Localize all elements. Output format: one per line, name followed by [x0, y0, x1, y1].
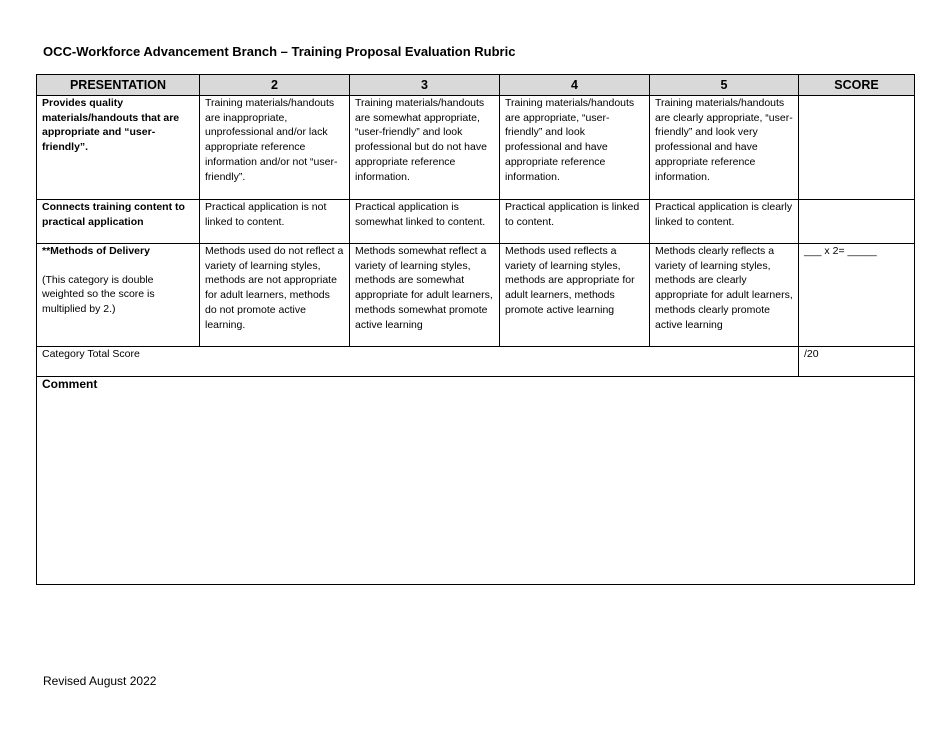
level-2-cell: Methods used do not reflect a variety of learning styles, methods are not appropriate for adult learners, methods do not promote active learning.: [200, 244, 350, 347]
header-presentation: PRESENTATION: [37, 75, 200, 96]
criterion-cell: [37, 200, 200, 244]
level-5-cell: Methods clearly reflects a variety of learning styles, methods are clearly appropriate for adult learners, methods clearly promote active learning: [650, 244, 799, 347]
header-level-2: 2: [200, 75, 350, 96]
level-4-cell: Methods used reflects a variety of learning styles, methods are appropriate for adult learners, methods promote active learning: [500, 244, 650, 347]
criterion-cell: [37, 244, 200, 347]
criterion-label: Connects training content to practical application: [42, 201, 185, 228]
level-4-cell: Training materials/handouts are appropriate, “user-friendly” and look professional and have appropriate reference information.: [500, 96, 650, 200]
comment-row: [37, 377, 915, 585]
comment-label: Comment: [42, 377, 98, 391]
table-row: [37, 96, 915, 200]
rubric-table: [36, 74, 915, 585]
level-5-cell: Training materials/handouts are clearly appropriate, “user-friendly” and look very professional and have appropriate reference information.: [650, 96, 799, 200]
score-cell[interactable]: [799, 96, 915, 200]
level-3-cell: Practical application is somewhat linked to content.: [350, 200, 500, 244]
header-score: SCORE: [799, 75, 915, 96]
table-row: [37, 200, 915, 244]
header-level-4: 4: [500, 75, 650, 96]
header-row: [37, 75, 915, 96]
score-cell[interactable]: [799, 200, 915, 244]
header-level-5: 5: [650, 75, 799, 96]
document-title: OCC-Workforce Advancement Branch – Training Proposal Evaluation Rubric: [43, 44, 516, 59]
revision-note: Revised August 2022: [43, 674, 157, 688]
criterion-label: Provides quality materials/handouts that are appropriate and “user-friendly”.: [42, 97, 180, 154]
header-level-3: 3: [350, 75, 500, 96]
category-total-value[interactable]: /20: [799, 347, 915, 377]
score-cell[interactable]: ___ x 2= _____: [799, 244, 915, 347]
criterion-cell: [37, 96, 200, 200]
level-4-cell: Practical application is linked to content.: [500, 200, 650, 244]
level-2-cell: Practical application is not linked to content.: [200, 200, 350, 244]
level-5-cell: Practical application is clearly linked to content.: [650, 200, 799, 244]
category-total-label: Category Total Score: [37, 347, 799, 377]
level-2-cell: Training materials/handouts are inappropriate, unprofessional and/or lack appropriate reference information and/or not “user-friendly”.: [200, 96, 350, 200]
level-3-cell: Methods somewhat reflect a variety of learning styles, methods are somewhat appropriate for adult learners, methods somewhat promote active learning: [350, 244, 500, 347]
comment-box[interactable]: [37, 377, 915, 585]
level-3-cell: Training materials/handouts are somewhat appropriate, “user-friendly” and look professional but do not have appropriate reference information.: [350, 96, 500, 200]
total-row: [37, 347, 915, 377]
criterion-note: (This category is double weighted so the score is multiplied by 2.): [42, 273, 155, 316]
criterion-label: **Methods of Delivery: [42, 245, 150, 257]
table-row: [37, 244, 915, 347]
